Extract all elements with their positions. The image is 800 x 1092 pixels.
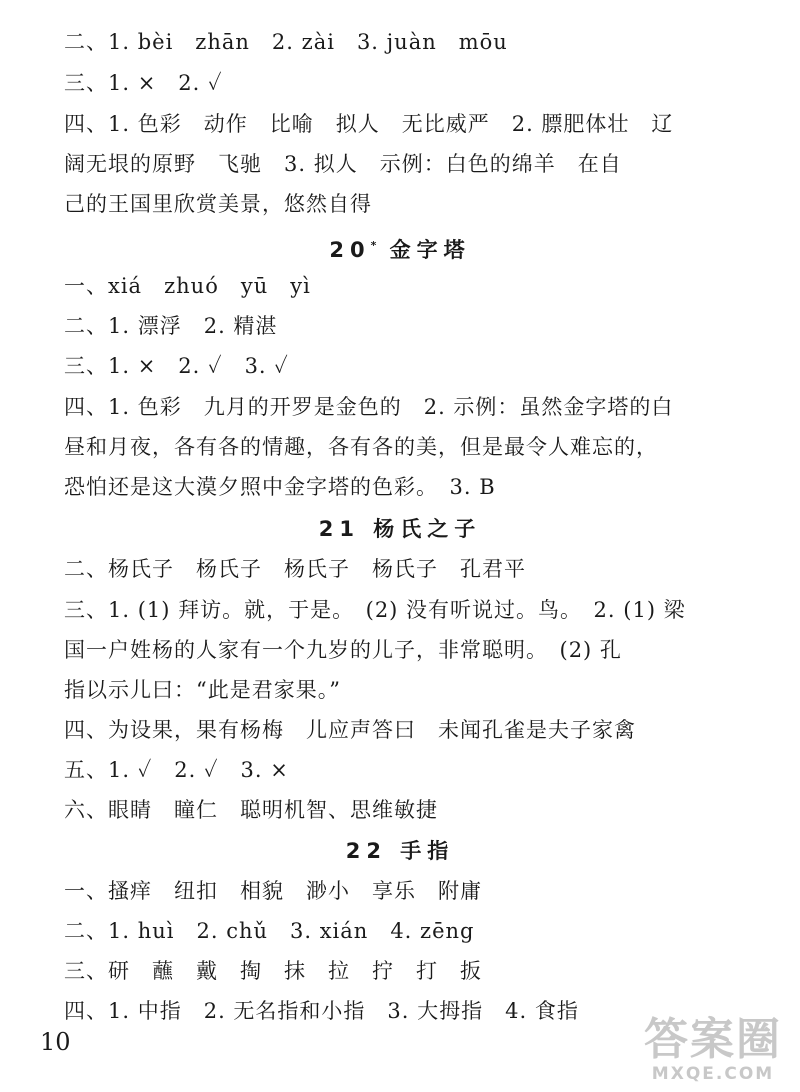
answer-line: 昼和月夜，各有各的情趣，各有各的美，但是最令人难忘的， (64, 435, 658, 459)
answer-line: 三、1. × 2. ✓ (64, 71, 223, 95)
lesson-number: 20 (329, 238, 371, 262)
answer-line: 三、1. (1) 拜访。就，于是。 (2) 没有听说过。鸟。 2. (1) 梁 (64, 598, 686, 622)
answer-line: 二、1. huì 2. chǔ 3. xián 4. zēng (64, 919, 475, 943)
answer-line: 二、1. 漂浮 2. 精湛 (64, 314, 278, 338)
watermark-url: MXQE.COM (651, 1064, 775, 1084)
answer-line: 二、1. bèi zhān 2. zài 3. juàn mōu (64, 30, 508, 54)
lesson-heading (0, 226, 800, 270)
answer-line: 阔无垠的原野 飞驰 3. 拟人 示例：白色的绵羊 在自 (64, 152, 622, 176)
answer-line: 一、搔痒 纽扣 相貌 渺小 享乐 附庸 (64, 879, 482, 903)
answer-line: 四、1. 色彩 九月的开罗是金色的 2. 示例：虽然金字塔的白 (64, 395, 674, 419)
answer-line: 三、研 蘸 戴 掏 抹 拉 拧 打 扳 (64, 959, 482, 983)
answer-line: 国一户姓杨的人家有一个九岁的儿子，非常聪明。 (2) 孔 (64, 638, 622, 662)
answer-line: 二、杨氏子 杨氏子 杨氏子 杨氏子 孔君平 (64, 557, 526, 581)
answer-line: 三、1. × 2. ✓ 3. ✓ (64, 354, 289, 378)
answer-line: 六、眼睛 瞳仁 聪明机智、思维敏捷 (64, 798, 438, 822)
lesson-title: 杨氏之子 (373, 517, 482, 541)
page-number: 10 (40, 1028, 71, 1056)
lesson-number: 21 (318, 517, 360, 541)
answer-line: 指以示儿曰：“此是君家果。” (64, 678, 341, 702)
lesson-heading (0, 509, 800, 549)
watermark-logo-text: 答案圈 (644, 1014, 782, 1065)
lesson-title: 手指 (400, 839, 455, 863)
lesson-heading (0, 831, 800, 871)
answer-line: 一、xiá zhuó yū yì (64, 274, 311, 298)
answer-line: 四、1. 中指 2. 无名指和小指 3. 大拇指 4. 食指 (64, 999, 579, 1023)
answer-line: 四、1. 色彩 动作 比喻 拟人 无比威严 2. 膘肥体壮 辽 (64, 112, 674, 136)
answer-line: 五、1. ✓ 2. ✓ 3. × (64, 758, 289, 782)
answer-line: 恐怕还是这大漠夕照中金字塔的色彩。 3. B (64, 475, 496, 499)
watermark-logo (644, 1016, 782, 1084)
answer-line: 四、为设果，果有杨梅 儿应声答曰 未闻孔雀是夫子家禽 (64, 718, 636, 742)
lesson-number: 22 (345, 839, 387, 863)
lesson-title: 金字塔 (389, 238, 471, 262)
answer-line: 己的王国里欣赏美景，悠然自得 (64, 192, 372, 216)
lesson-mark: * (370, 239, 377, 252)
